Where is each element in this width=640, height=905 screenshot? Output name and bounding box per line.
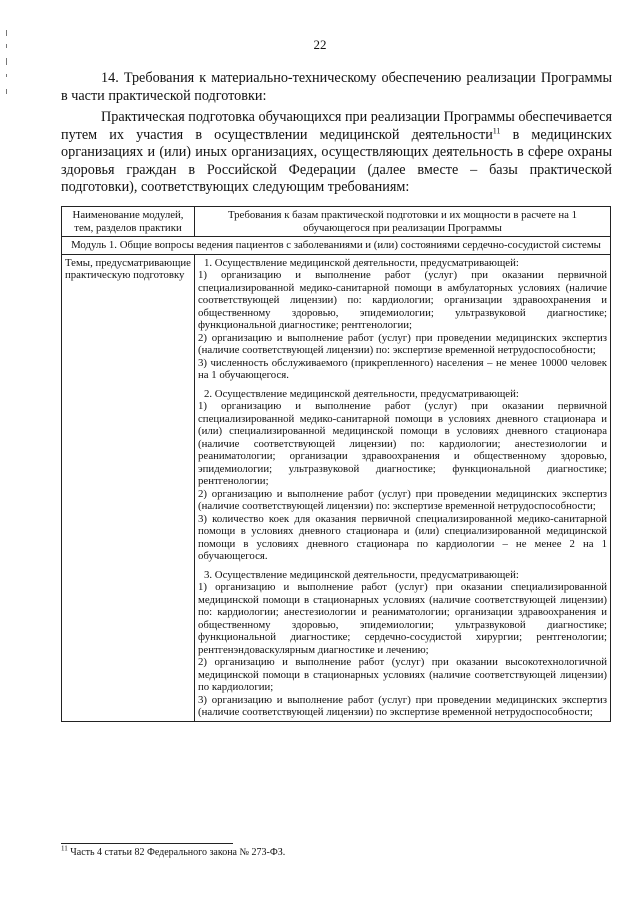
- module-row: [62, 237, 611, 255]
- requirement-item: 2) организацию и выполнение работ (услуг) при проведении медицинских экспертиз (наличие соответствующей лицензии) по: экспертизе временной нетрудоспособности;: [198, 331, 607, 356]
- topics-label: Темы, предусматривающие практическую подготовку: [62, 254, 195, 721]
- requirements-cell: [195, 254, 611, 721]
- module-title: Модуль 1. Общие вопросы ведения пациентов с заболеваниями и (или) состояниями сердечно-сосудистой системы: [62, 237, 611, 255]
- table-row: [62, 254, 611, 721]
- intro-paragraph-start: Практическая подготовка обучающихся при реализации Программы обеспечивается путем их участия в осуществлении медицинской деятельности: [61, 109, 612, 143]
- footnote-text: Часть 4 статьи 82 Федерального закона № 273-ФЗ.: [67, 847, 286, 858]
- requirement-block-title: 1. Осуществление медицинской деятельности, предусматривающей:: [204, 256, 519, 269]
- table-header-row: [62, 207, 611, 237]
- requirement-item: 2) организацию и выполнение работ (услуг) при проведении медицинских экспертиз (наличие соответствующей лицензии) по: экспертизе временной нетрудоспособности;: [198, 487, 607, 512]
- requirement-item: 3) численность обслуживаемого (прикрепленного) населения – не менее 10000 человек на 1 обучающегося.: [198, 356, 607, 381]
- requirement-item: 3) организацию и выполнение работ (услуг) при проведении медицинских экспертиз (наличие соответствующей лицензии) по экспертизе временной нетрудоспособности;: [198, 693, 607, 718]
- requirements-table: [61, 206, 611, 722]
- footnote-reference[interactable]: 11: [492, 125, 501, 135]
- intro-paragraph: [61, 109, 612, 197]
- requirement-item: 2) организацию и выполнение работ (услуг) при оказании высокотехнологичной медицинской помощи в стационарных условиях (наличие соответствующей лицензии) по кардиологии;: [198, 656, 607, 693]
- footnote-number: 11: [61, 844, 68, 853]
- requirement-item: 1) организацию и выполнение работ (услуг) при оказании первичной специализированной медико-санитарной помощи в амбулаторных условиях (наличие соответствующей лицензии) по: кардиологии; организации здравоохранения и общественному здоровью, эпидемиологии; ультразвуковой диагностике; функциональной диагностике; рентгенологии;: [198, 269, 607, 331]
- requirement-item: 1) организацию и выполнение работ (услуг) при оказании специализированной медицинской помощи в стационарных условиях (наличие соответствующей лицензии) по: кардиологии; анестезиологии и реаниматологии; организации здравоохранения и общественному здоровью, эпидемиологии; ультразвуковой диагностике; функциональной диагностике; сердечно-сосудистой хирургии; рентгенологии; рентгенэндоваскулярным диагностике и лечению;: [198, 581, 607, 656]
- requirement-block: [198, 388, 607, 563]
- footnote: [61, 844, 286, 858]
- requirement-block: [198, 569, 607, 719]
- requirement-item: 3) количество коек для оказания первичной специализированной медико-санитарной помощи в условиях дневного стационара и (или) специализированной медицинской помощи в условиях дневного стационара по кардиологии – не менее 2 на 1 обучающегося.: [198, 512, 607, 562]
- margin-mark: [6, 89, 7, 94]
- requirement-item: 1) организацию и выполнение работ (услуг) при оказании первичной специализированной медико-санитарной помощи в условиях дневного стационара и (или) специализированной медицинской помощи в условиях дневного стационара (наличие соответствующей лицензии) по: кардиологии; анестезиологии и реаниматологии; организации здравоохранения и общественному здоровью, эпидемиологии; ультразвуковой диагностике; функциональной диагностике; рентгенологии;: [198, 400, 607, 487]
- margin-mark: [6, 74, 7, 77]
- header-modules: Наименование модулей, тем, разделов практики: [62, 207, 195, 237]
- intro-text: [61, 70, 612, 197]
- requirement-block-title: 3. Осуществление медицинской деятельности, предусматривающей:: [204, 568, 519, 581]
- footnote-separator: [61, 843, 233, 844]
- page-number: 22: [313, 37, 327, 52]
- intro-paragraph-end: в медицинских организациях и (или) иных организациях, осуществляющих деятельность в сфере охраны здоровья граждан в Российской Федерации (далее вместе – базы практической подготовки), соответствующих следующим требованиям:: [61, 126, 612, 195]
- margin-mark: [6, 30, 7, 36]
- requirement-block-title: 2. Осуществление медицинской деятельности, предусматривающей:: [204, 387, 519, 400]
- section-heading: 14. Требования к материально-техническому обеспечению реализации Программы в части практической подготовки:: [61, 70, 612, 104]
- header-requirements: Требования к базам практической подготовки и их мощности в расчете на 1 обучающегося при реализации Программы: [195, 207, 611, 237]
- requirement-block: [198, 257, 607, 382]
- margin-mark: [6, 58, 7, 65]
